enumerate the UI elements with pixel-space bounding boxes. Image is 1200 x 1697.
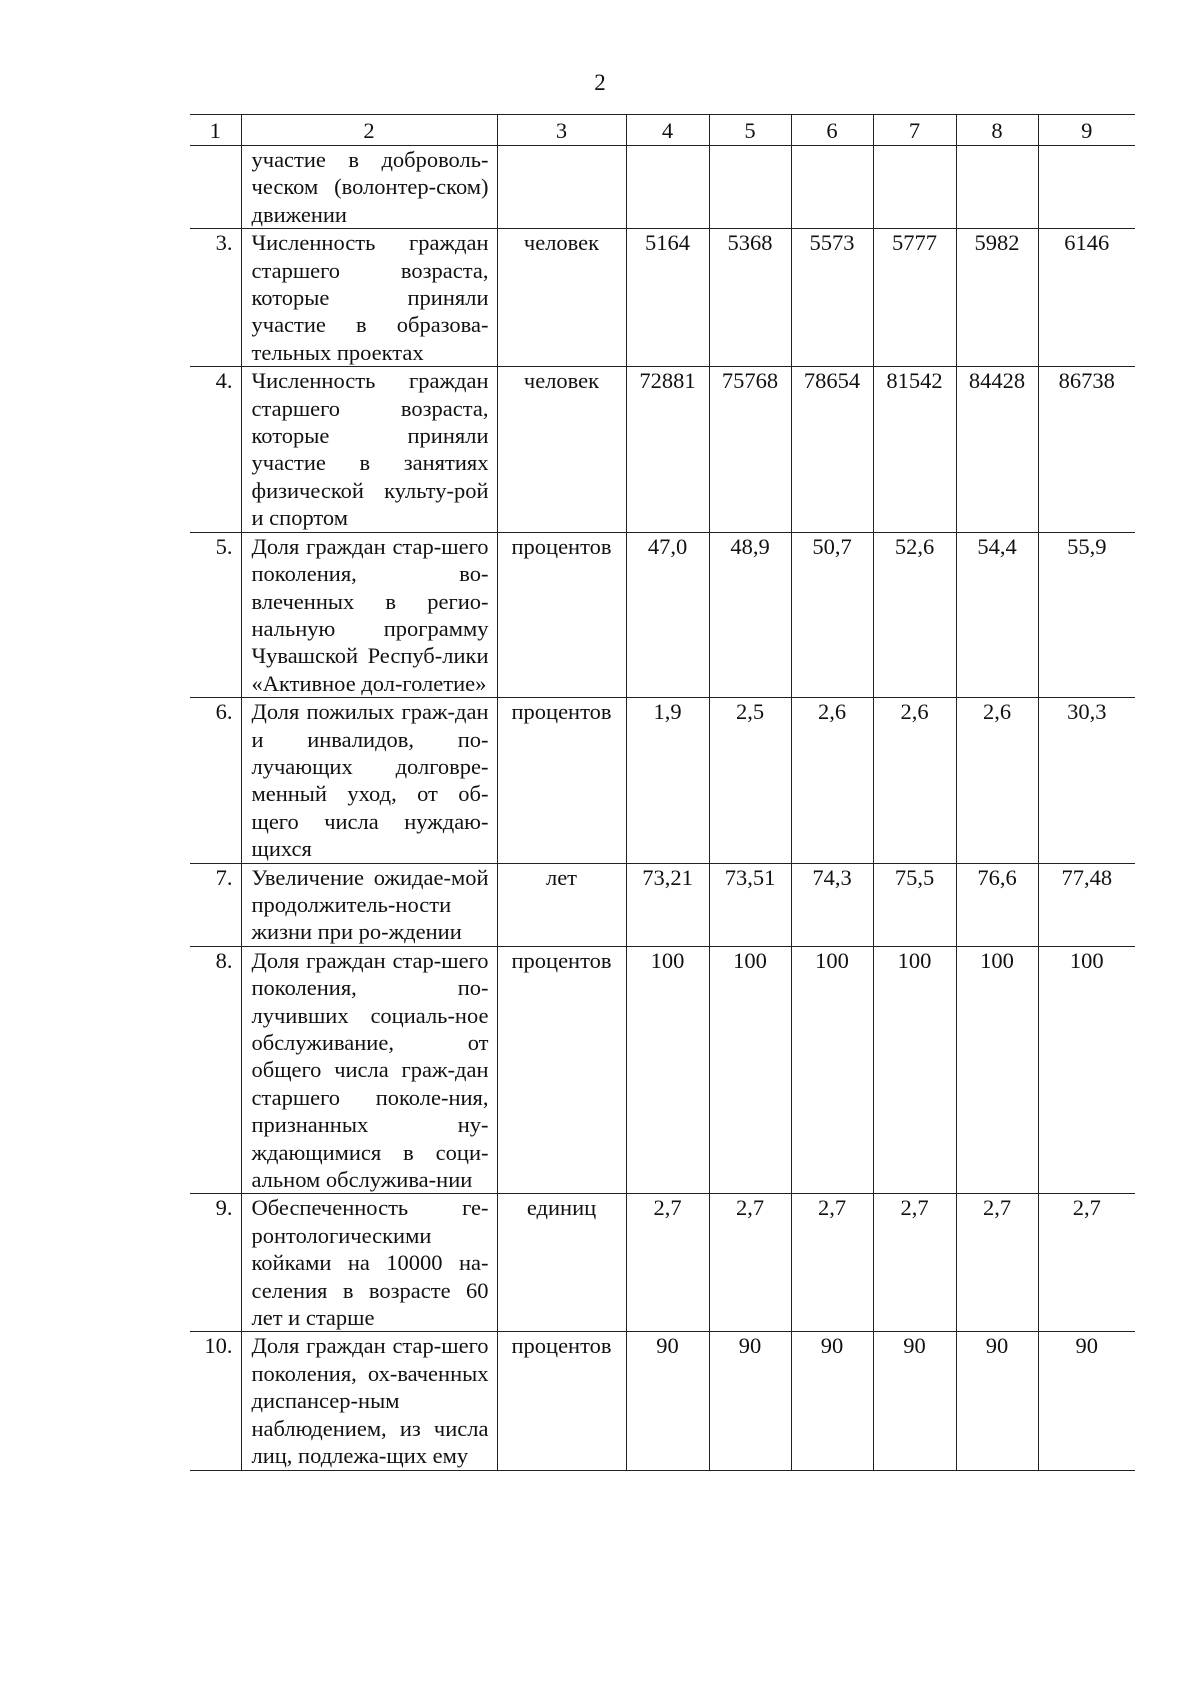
value-cell (709, 146, 791, 229)
indicator-name: Численность граждан старшего возраста, которые приняли участие в занятиях физической культу-рой и спортом (241, 367, 497, 532)
indicator-name: Доля граждан стар-шего поколения, во-влеченных в регио-нальную программу Чувашской Респуб-лики «Активное дол-голетие» (241, 532, 497, 697)
value-cell: 2,7 (1038, 1194, 1135, 1332)
value-cell: 75768 (709, 367, 791, 532)
value-cell (626, 146, 709, 229)
value-cell: 2,7 (709, 1194, 791, 1332)
value-cell: 72881 (626, 367, 709, 532)
column-header: 4 (626, 115, 709, 146)
value-cell: 90 (956, 1332, 1038, 1470)
value-cell: 2,6 (873, 698, 956, 863)
value-cell (956, 146, 1038, 229)
value-cell: 50,7 (791, 532, 873, 697)
table-header-row (190, 115, 1135, 146)
row-number: 5. (190, 532, 241, 697)
value-cell: 90 (791, 1332, 873, 1470)
indicator-name: Численность граждан старшего возраста, которые приняли участие в образова-тельных проектах (241, 229, 497, 367)
value-cell (791, 146, 873, 229)
column-header: 7 (873, 115, 956, 146)
value-cell: 5368 (709, 229, 791, 367)
row-number: 9. (190, 1194, 241, 1332)
column-header: 9 (1038, 115, 1135, 146)
value-cell: 5573 (791, 229, 873, 367)
value-cell (873, 146, 956, 229)
value-cell: 100 (626, 946, 709, 1194)
table-row (190, 1332, 1135, 1470)
table-row (190, 146, 1135, 229)
value-cell: 54,4 (956, 532, 1038, 697)
unit-cell: человек (497, 229, 626, 367)
indicator-name: Увеличение ожидае-мой продолжитель-ности жизни при ро-ждении (241, 863, 497, 946)
row-number: 6. (190, 698, 241, 863)
table-row (190, 698, 1135, 863)
table-row (190, 1194, 1135, 1332)
column-header: 2 (241, 115, 497, 146)
value-cell: 90 (873, 1332, 956, 1470)
value-cell: 2,6 (791, 698, 873, 863)
table-row (190, 946, 1135, 1194)
value-cell: 100 (956, 946, 1038, 1194)
unit-cell: человек (497, 367, 626, 532)
value-cell: 100 (791, 946, 873, 1194)
column-header: 5 (709, 115, 791, 146)
row-number: 8. (190, 946, 241, 1194)
column-header: 8 (956, 115, 1038, 146)
row-number: 7. (190, 863, 241, 946)
row-number: 3. (190, 229, 241, 367)
value-cell: 2,7 (873, 1194, 956, 1332)
value-cell: 2,7 (626, 1194, 709, 1332)
value-cell: 75,5 (873, 863, 956, 946)
table-row (190, 532, 1135, 697)
value-cell: 2,7 (791, 1194, 873, 1332)
value-cell: 90 (709, 1332, 791, 1470)
table-row (190, 863, 1135, 946)
column-header: 3 (497, 115, 626, 146)
unit-cell: единиц (497, 1194, 626, 1332)
indicator-name: Доля граждан стар-шего поколения, ох-ваченных диспансер-ным наблюдением, из числа лиц, подлежа-щих ему (241, 1332, 497, 1470)
value-cell: 5777 (873, 229, 956, 367)
value-cell: 76,6 (956, 863, 1038, 946)
unit-cell: лет (497, 863, 626, 946)
unit-cell: процентов (497, 946, 626, 1194)
value-cell: 2,7 (956, 1194, 1038, 1332)
value-cell: 100 (709, 946, 791, 1194)
column-header: 6 (791, 115, 873, 146)
value-cell: 52,6 (873, 532, 956, 697)
row-number: 4. (190, 367, 241, 532)
value-cell: 30,3 (1038, 698, 1135, 863)
value-cell: 55,9 (1038, 532, 1135, 697)
value-cell (1038, 146, 1135, 229)
indicator-name: участие в доброволь-ческом (волонтер-ском) движении (241, 146, 497, 229)
table-row (190, 229, 1135, 367)
indicators-table (190, 114, 1135, 1471)
value-cell: 78654 (791, 367, 873, 532)
value-cell: 77,48 (1038, 863, 1135, 946)
value-cell: 73,21 (626, 863, 709, 946)
value-cell: 90 (1038, 1332, 1135, 1470)
indicator-name: Доля граждан стар-шего поколения, по-лучивших социаль-ное обслуживание, от общего числа граж-дан старшего поколе-ния, признанных ну-ждающимися в соци-альном обслужива-нии (241, 946, 497, 1194)
unit-cell: процентов (497, 698, 626, 863)
value-cell: 100 (873, 946, 956, 1194)
unit-cell (497, 146, 626, 229)
value-cell: 73,51 (709, 863, 791, 946)
value-cell: 48,9 (709, 532, 791, 697)
unit-cell: процентов (497, 1332, 626, 1470)
value-cell: 6146 (1038, 229, 1135, 367)
table-row (190, 367, 1135, 532)
value-cell: 100 (1038, 946, 1135, 1194)
value-cell: 5982 (956, 229, 1038, 367)
value-cell: 84428 (956, 367, 1038, 532)
value-cell: 81542 (873, 367, 956, 532)
value-cell: 90 (626, 1332, 709, 1470)
indicator-name: Доля пожилых граж-дан и инвалидов, по-лучающих долговре-менный уход, от об-щего числа нуждаю-щихся (241, 698, 497, 863)
value-cell: 1,9 (626, 698, 709, 863)
value-cell: 5164 (626, 229, 709, 367)
row-number: 10. (190, 1332, 241, 1470)
value-cell: 74,3 (791, 863, 873, 946)
column-header: 1 (190, 115, 241, 146)
value-cell: 2,6 (956, 698, 1038, 863)
unit-cell: процентов (497, 532, 626, 697)
page-number: 2 (594, 70, 606, 95)
row-number (190, 146, 241, 229)
indicator-name: Обеспеченность ге-ронтологическими койками на 10000 на-селения в возрасте 60 лет и старше (241, 1194, 497, 1332)
value-cell: 2,5 (709, 698, 791, 863)
value-cell: 86738 (1038, 367, 1135, 532)
value-cell: 47,0 (626, 532, 709, 697)
